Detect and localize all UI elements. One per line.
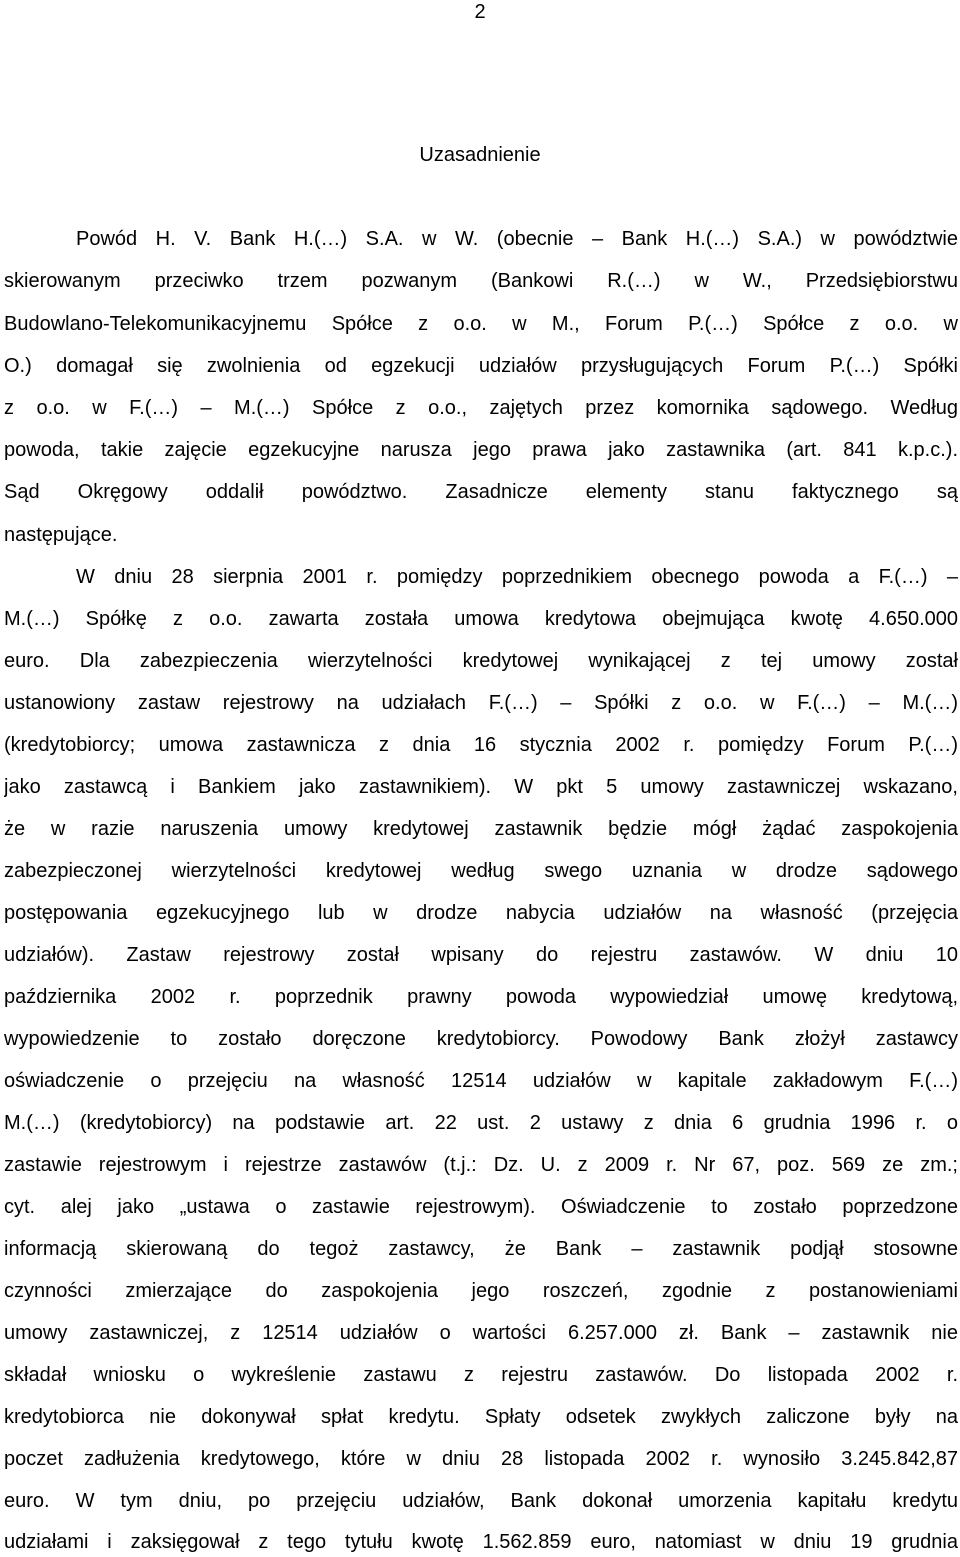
text-line: z o.o. w F.(…) – M.(…) Spółce z o.o., zajętych przez komornika sądowego. Według <box>4 397 958 419</box>
text-line: M.(…) (kredytobiorcy) na podstawie art. 22 ust. 2 ustawy z dnia 6 grudnia 1996 r. o <box>4 1112 958 1134</box>
text-line: Powód H. V. Bank H.(…) S.A. w W. (obecnie – Bank H.(…) S.A.) w powództwie <box>76 228 958 250</box>
text-line: zastawie rejestrowym i rejestrze zastawów (t.j.: Dz. U. z 2009 r. Nr 67, poz. 569 ze zm.; <box>4 1154 958 1176</box>
text-line: (kredytobiorcy; umowa zastawnicza z dnia 16 stycznia 2002 r. pomiędzy Forum P.(…) <box>4 734 958 756</box>
text-line: informacją skierowaną do tegoż zastawcy, że Bank – zastawnik podjął stosowne <box>4 1238 958 1260</box>
text-line: udziałami i zaksięgował z tego tytułu kwotę 1.562.859 euro, natomiast w dniu 19 grudnia <box>4 1531 958 1553</box>
text-line: poczet zadłużenia kredytowego, które w dniu 28 listopada 2002 r. wynosiło 3.245.842,87 <box>4 1448 958 1470</box>
text-line: składał wniosku o wykreślenie zastawu z rejestru zastawów. Do listopada 2002 r. <box>4 1364 958 1386</box>
page-number: 2 <box>474 1 486 23</box>
text-line: postępowania egzekucyjnego lub w drodze nabycia udziałów na własność (przejęcia <box>4 902 958 924</box>
text-line: że w razie naruszenia umowy kredytowej zastawnik będzie mógł żądać zaspokojenia <box>4 818 958 840</box>
text-line: zabezpieczonej wierzytelności kredytowej według swego uznania w drodze sądowego <box>4 860 958 882</box>
text-line: W dniu 28 sierpnia 2001 r. pomiędzy poprzednikiem obecnego powoda a F.(…) – <box>76 566 958 588</box>
text-line: umowy zastawniczej, z 12514 udziałów o wartości 6.257.000 zł. Bank – zastawnik nie <box>4 1322 958 1344</box>
text-line: wypowiedzenie to zostało doręczone kredytobiorcy. Powodowy Bank złożył zastawcy <box>4 1028 958 1050</box>
text-line: ustanowiony zastaw rejestrowy na udziałach F.(…) – Spółki z o.o. w F.(…) – M.(…) <box>4 692 958 714</box>
text-line: M.(…) Spółkę z o.o. zawarta została umowa kredytowa obejmująca kwotę 4.650.000 <box>4 608 958 630</box>
text-line: następujące. <box>4 524 118 546</box>
text-line: oświadczenie o przejęciu na własność 12514 udziałów w kapitale zakładowym F.(…) <box>4 1070 958 1092</box>
text-line: O.) domagał się zwolnienia od egzekucji udziałów przysługujących Forum P.(…) Spółki <box>4 355 958 377</box>
text-line: października 2002 r. poprzednik prawny powoda wypowiedział umowę kredytową, <box>4 986 958 1008</box>
page-title: Uzasadnienie <box>419 144 541 166</box>
text-line: Sąd Okręgowy oddalił powództwo. Zasadnicze elementy stanu faktycznego są <box>4 481 958 503</box>
text-line: kredytobiorca nie dokonywał spłat kredytu. Spłaty odsetek zwykłych zaliczone były na <box>4 1406 958 1428</box>
text-line: skierowanym przeciwko trzem pozwanym (Bankowi R.(…) w W., Przedsiębiorstwu <box>4 270 958 292</box>
text-line: jako zastawcą i Bankiem jako zastawnikiem). W pkt 5 umowy zastawniczej wskazano, <box>4 776 958 798</box>
text-line: euro. Dla zabezpieczenia wierzytelności kredytowej wynikającej z tej umowy został <box>4 650 958 672</box>
text-line: udziałów). Zastaw rejestrowy został wpisany do rejestru zastawów. W dniu 10 <box>4 944 958 966</box>
text-line: euro. W tym dniu, po przejęciu udziałów, Bank dokonał umorzenia kapitału kredytu <box>4 1490 958 1512</box>
text-line: powoda, takie zajęcie egzekucyjne narusza jego prawa jako zastawnika (art. 841 k.p.c.). <box>4 439 958 461</box>
text-line: Budowlano-Telekomunikacyjnemu Spółce z o.o. w M., Forum P.(…) Spółce z o.o. w <box>4 313 958 335</box>
text-line: cyt. alej jako „ustawa o zastawie rejestrowym). Oświadczenie to zostało poprzedzone <box>4 1196 958 1218</box>
text-line: czynności zmierzające do zaspokojenia jego roszczeń, zgodnie z postanowieniami <box>4 1280 958 1302</box>
